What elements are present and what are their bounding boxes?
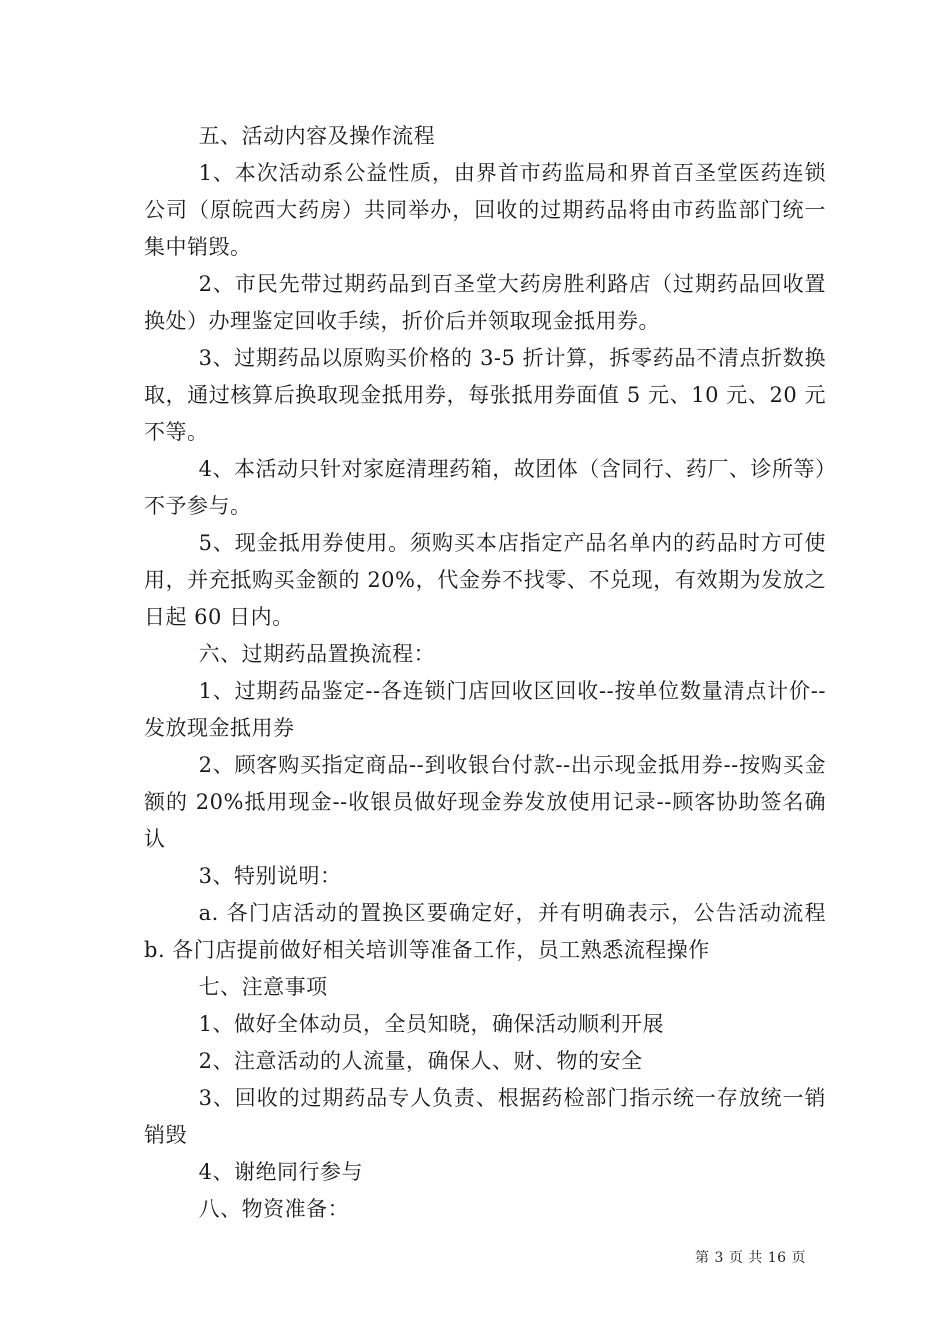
page-number: 第 3 页 共 16 页 [695, 1250, 806, 1266]
document-body [144, 118, 826, 1228]
section-heading-7: 七、注意事项 [198, 975, 328, 999]
paragraph-5-4: 4、本活动只针对家庭清理药箱，故团体（含同行、药厂、诊所等）不予参与。 [144, 457, 826, 518]
paragraph-7-3: 3、回收的过期药品专人负责、根据药检部门指示统一存放统一销销毁 [144, 1086, 826, 1147]
paragraph-6-3: 3、特别说明： [198, 864, 342, 888]
paragraph-5-3: 3、过期药品以原购买价格的 3-5 折计算，拆零药品不清点折数换取，通过核算后换取现金抵用券，每张抵用券面值 5 元、10 元、20 元不等。 [144, 346, 826, 444]
paragraph-6-3-detail: a. 各门店活动的置换区要确定好，并有明确表示，公告活动流程 b. 各门店提前做好相关培训等准备工作，员工熟悉流程操作 [144, 901, 826, 962]
paragraph-5-2: 2、市民先带过期药品到百圣堂大药房胜利路店（过期药品回收置换处）办理鉴定回收手续，折价后并领取现金抵用券。 [144, 272, 826, 333]
paragraph-7-1: 1、做好全体动员，全员知晓，确保活动顺利开展 [198, 1012, 664, 1036]
section-heading-6: 六、过期药品置换流程： [198, 642, 436, 666]
section-heading-5: 五、活动内容及操作流程 [198, 124, 436, 148]
paragraph-7-2: 2、注意活动的人流量，确保人、财、物的安全 [198, 1049, 643, 1073]
paragraph-5-1: 1、本次活动系公益性质，由界首市药监局和界首百圣堂医药连锁公司（原皖西大药房）共同举办，回收的过期药品将由市药监部门统一集中销毁。 [144, 161, 826, 259]
section-heading-8: 八、物资准备： [198, 1197, 350, 1221]
paragraph-5-5: 5、现金抵用券使用。须购买本店指定产品名单内的药品时方可使用，并充抵购买金额的 20%，代金券不找零、不兑现，有效期为发放之日起 60 日内。 [144, 531, 826, 629]
paragraph-6-2: 2、顾客购买指定商品--到收银台付款--出示现金抵用券--按购买金额的 20%抵用现金--收银员做好现金券发放使用记录--顾客协助签名确认 [144, 753, 826, 851]
paragraph-7-4: 4、谢绝同行参与 [198, 1160, 363, 1184]
paragraph-6-1: 1、过期药品鉴定--各连锁门店回收区回收--按单位数量清点计价--发放现金抵用券 [144, 679, 826, 740]
